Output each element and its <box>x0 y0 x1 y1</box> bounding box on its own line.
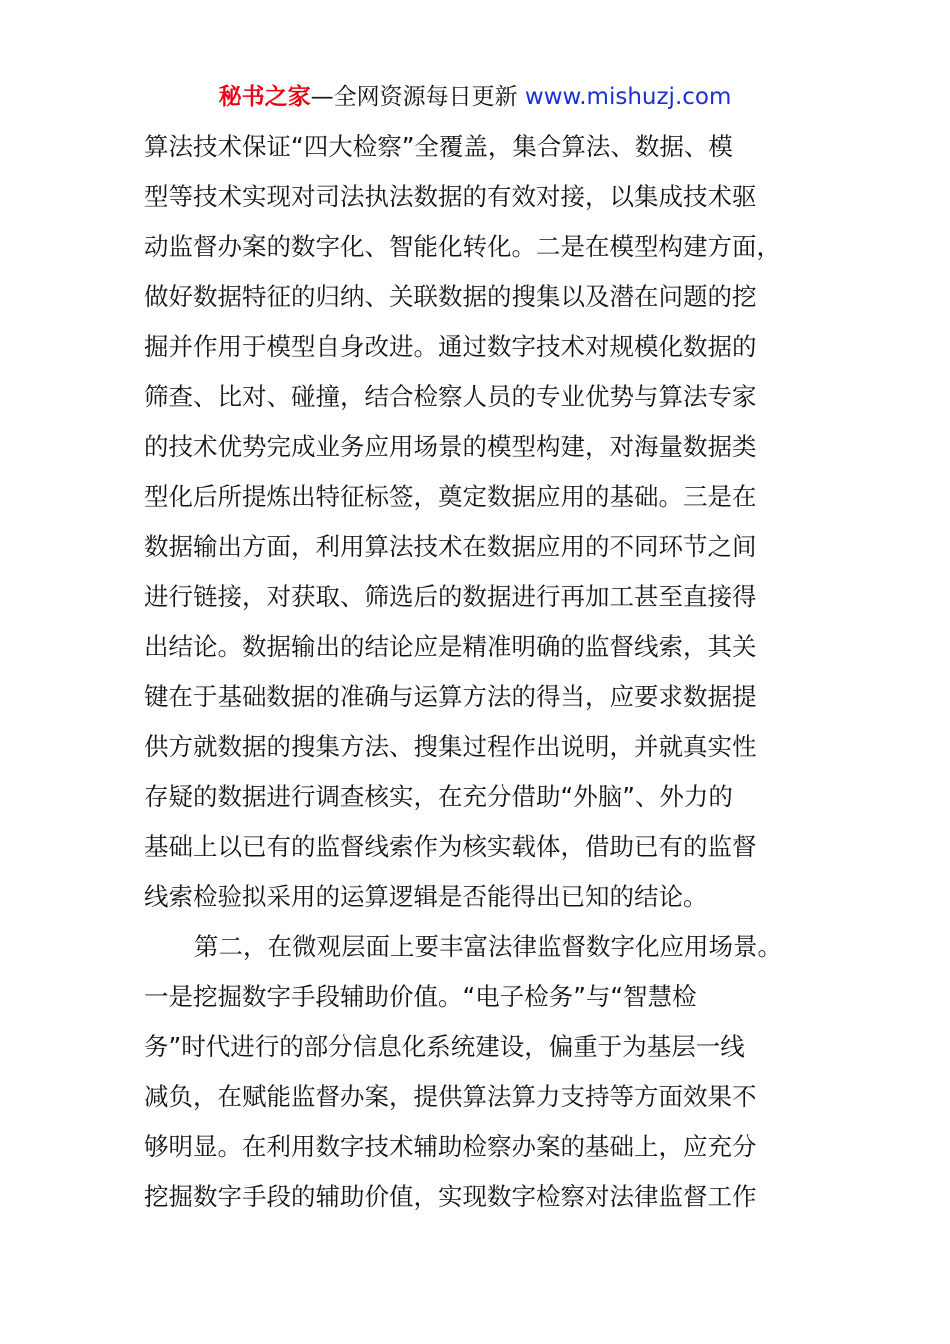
text-line: 做好数据特征的归纳、关联数据的搜集以及潜在问题的挖 <box>144 282 757 311</box>
site-tagline: —全网资源每日更新 <box>310 84 525 110</box>
site-url[interactable]: www.mishuzj.com <box>524 84 732 110</box>
text-line: 数据输出方面，利用算法技术在数据应用的不同环节之间 <box>144 532 757 561</box>
text-line: 进行链接，对获取、筛选后的数据进行再加工甚至直接得 <box>144 582 757 611</box>
text-line: 掘并作用于模型自身改进。通过数字技术对规模化数据的 <box>144 332 757 361</box>
text-line: 务”时代进行的部分信息化系统建设，偏重于为基层一线 <box>144 1032 745 1061</box>
text-line: 的技术优势完成业务应用场景的模型构建，对海量数据类 <box>144 432 757 461</box>
text-line: 线索检验拟采用的运算逻辑是否能得出已知的结论。 <box>144 882 708 911</box>
text-line: 算法技术保证“四大检察”全覆盖，集合算法、数据、模 <box>144 132 733 161</box>
text-line: 型等技术实现对司法执法数据的有效对接，以集成技术驱 <box>144 182 757 211</box>
text-line: 存疑的数据进行调查核实，在充分借助“外脑”、外力的 <box>144 782 733 811</box>
text-line: 一是挖掘数字手段辅助价值。“电子检务”与“智慧检 <box>144 982 697 1011</box>
site-brand: 秘书之家 <box>218 84 311 110</box>
page-header <box>0 80 950 114</box>
text-line: 够明显。在利用数字技术辅助检察办案的基础上，应充分 <box>144 1132 757 1161</box>
text-line: 减负，在赋能监督办案，提供算法算力支持等方面效果不 <box>144 1082 757 1111</box>
text-line: 挖掘数字手段的辅助价值，实现数字检察对法律监督工作 <box>144 1182 757 1211</box>
text-line: 供方就数据的搜集方法、搜集过程作出说明，并就真实性 <box>144 732 757 761</box>
paragraph-start-line: 第二，在微观层面上要丰富法律监督数字化应用场景。 <box>194 932 782 961</box>
text-line: 键在于基础数据的准确与运算方法的得当，应要求数据提 <box>144 682 757 711</box>
text-line: 型化后所提炼出特征标签，奠定数据应用的基础。三是在 <box>144 482 757 511</box>
text-line: 动监督办案的数字化、智能化转化。二是在模型构建方面， <box>144 232 781 261</box>
document-body <box>144 122 824 1222</box>
text-line: 筛查、比对、碰撞，结合检察人员的专业优势与算法专家 <box>144 382 757 411</box>
text-line: 基础上以已有的监督线索作为核实载体，借助已有的监督 <box>144 832 757 861</box>
text-line: 出结论。数据输出的结论应是精准明确的监督线索，其关 <box>144 632 757 661</box>
